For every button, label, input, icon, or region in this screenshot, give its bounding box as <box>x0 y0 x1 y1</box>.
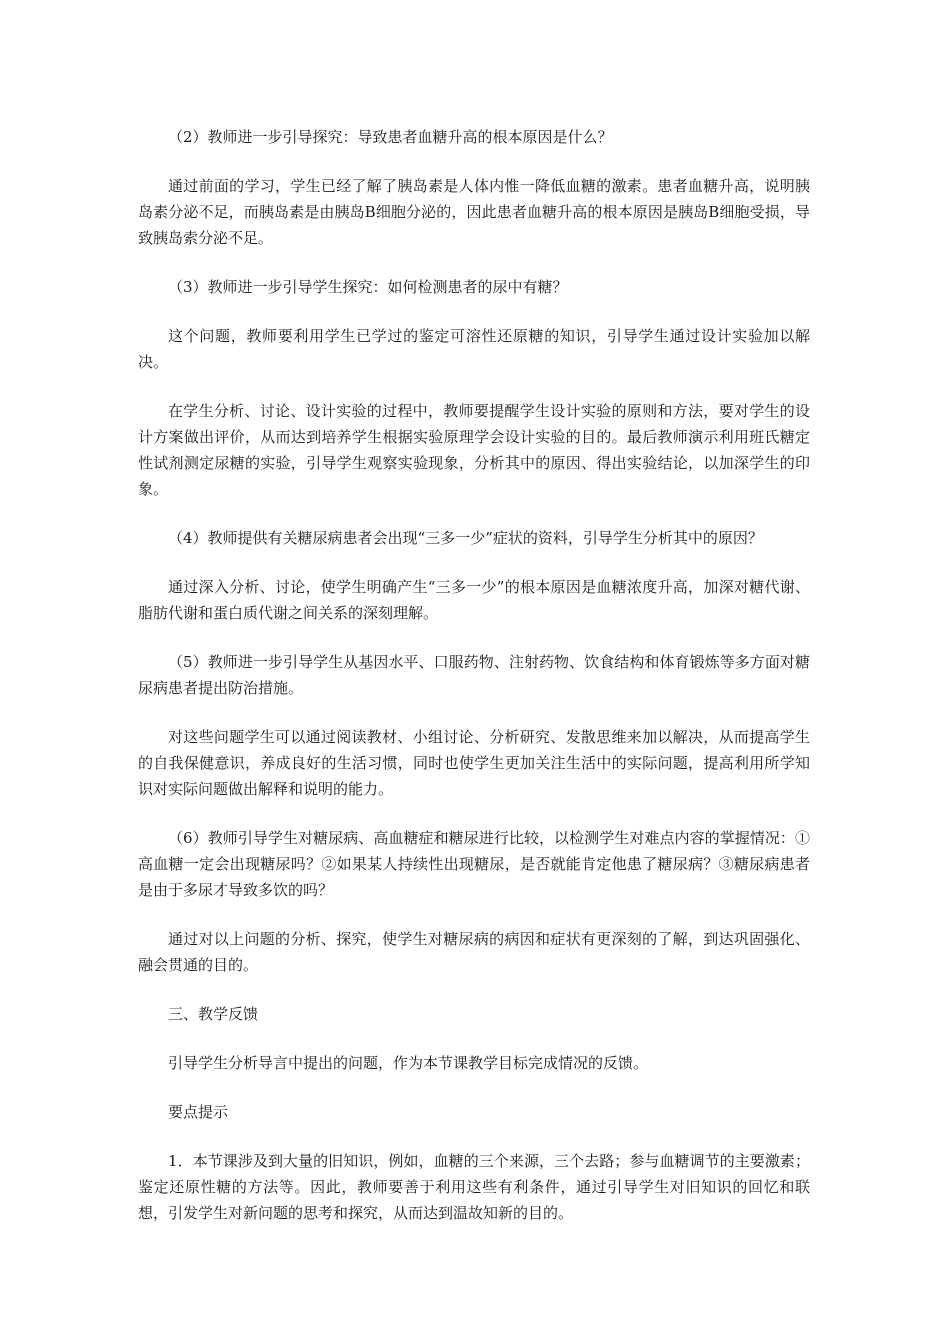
paragraph-question-5: （5）教师进一步引导学生从基因水平、口服药物、注射药物、饮食结构和体育锻炼等多方面对糖尿病患者提出防治措施。 <box>138 653 810 697</box>
paragraph-question-3: （3）教师进一步引导学生探究：如何检测患者的尿中有糖？ <box>168 278 568 296</box>
paragraph-question-4: （4）教师提供有关糖尿病患者会出现“三多一少”症状的资料，引导学生分析其中的原因？ <box>168 529 763 547</box>
paragraph-key-point-1: 1．本节课涉及到大量的旧知识，例如，血糖的三个来源，三个去路；参与血糖调节的主要激素；鉴定还原性糖的方法等。因此，教师要善于利用这些有利条件，通过引导学生对旧知识的回忆和联想，引发学生对新问题的思考和探究，从而达到温故知新的目的。 <box>138 1152 810 1222</box>
paragraph-feedback: 引导学生分析导言中提出的问题，作为本节课教学目标完成情况的反馈。 <box>168 1054 649 1072</box>
paragraph-answer-4: 通过深入分析、讨论，使学生明确产生“三多一少”的根本原因是血糖浓度升高，加深对糖代谢、脂肪代谢和蛋白质代谢之间关系的深刻理解。 <box>138 578 810 622</box>
paragraph-answer-5: 对这些问题学生可以通过阅读教材、小组讨论、分析研究、发散思维来加以解决，从而提高学生的自我保健意识，养成良好的生活习惯，同时也使学生更加关注生活中的实际问题，提高利用所学知识对实际问题做出解释和说明的能力。 <box>138 728 810 798</box>
section-heading-key-points: 要点提示 <box>168 1103 229 1121</box>
paragraph-question-6: （6）教师引导学生对糖尿病、高血糖症和糖尿进行比较，以检测学生对难点内容的掌握情况：①高血糖一定会出现糖尿吗？②如果某人持续性出现糖尿，是否就能肯定他患了糖尿病？③糖尿病患者是由于多尿才导致多饮的吗？ <box>138 829 810 899</box>
paragraph-question-2: （2）教师进一步引导探究：导致患者血糖升高的根本原因是什么？ <box>168 128 613 146</box>
paragraph-answer-3b: 在学生分析、讨论、设计实验的过程中，教师要提醒学生设计实验的原则和方法，要对学生的设计方案做出评价，从而达到培养学生根据实验原理学会设计实验的目的。最后教师演示利用班氏糖定性试剂测定尿糖的实验，引导学生观察实验现象，分析其中的原因、得出实验结论，以加深学生的印象。 <box>138 402 810 498</box>
paragraph-answer-2: 通过前面的学习，学生已经了解了胰岛素是人体内惟一降低血糖的激素。患者血糖升高，说明胰岛素分泌不足，而胰岛素是由胰岛B细胞分泌的，因此患者血糖升高的根本原因是胰岛B细胞受损，导致胰岛索分泌不足。 <box>138 177 810 247</box>
paragraph-answer-3a: 这个问题，教师要利用学生已学过的鉴定可溶性还原糖的知识，引导学生通过设计实验加以解决。 <box>138 327 810 371</box>
document-body <box>138 124 810 1249</box>
section-heading-feedback: 三、教学反馈 <box>168 1005 259 1023</box>
paragraph-answer-6: 通过对以上问题的分析、探究，使学生对糖尿病的病因和症状有更深刻的了解，到达巩固强化、融会贯通的目的。 <box>138 930 810 974</box>
